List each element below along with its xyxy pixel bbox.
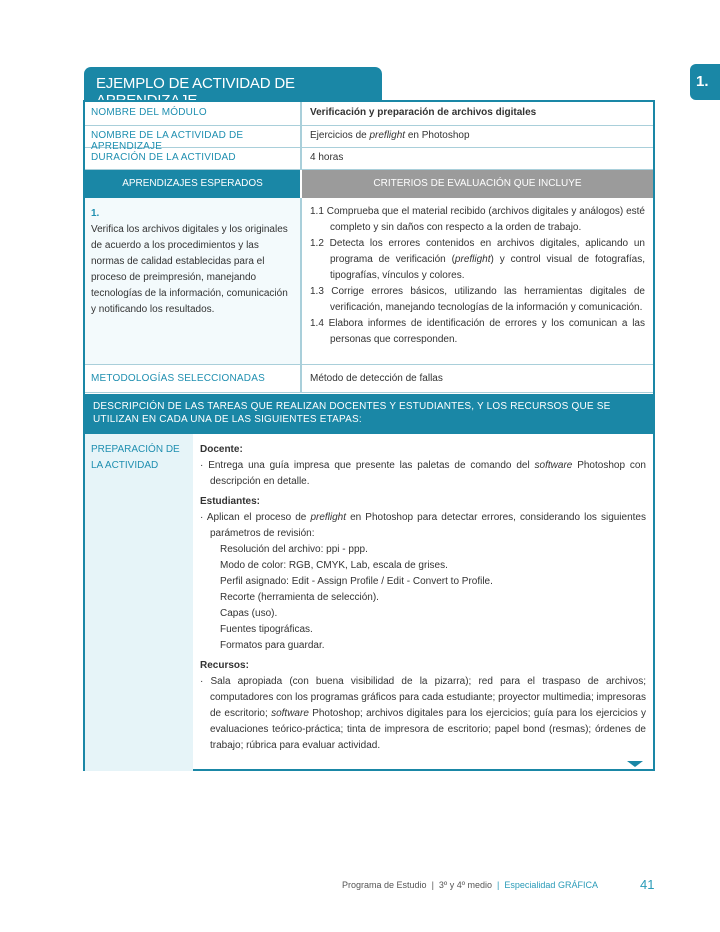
param-item: Perfil asignado: Edit - Assign Profile / Edit - Convert to Profile. — [220, 576, 493, 587]
footer-separator: | — [497, 880, 500, 890]
methodology-label: METODOLOGÍAS SELECCIONADAS — [85, 365, 302, 392]
methodology-row — [85, 365, 653, 393]
activity-value — [302, 126, 653, 147]
continue-arrow-icon — [627, 761, 643, 767]
teacher-title: Docente: — [200, 444, 243, 455]
activity-table — [83, 100, 655, 771]
text: ) y control visual de fotografías, tipografías, vínculos y colores. — [330, 254, 645, 281]
header-row — [85, 170, 653, 198]
param-item: Modo de color: RGB, CMYK, Lab, escala de grises. — [220, 560, 448, 571]
text: en Photoshop — [405, 130, 470, 141]
preparation-label: PREPARACIÓN DE LA ACTIVIDAD — [85, 434, 193, 771]
duration-value: 4 horas — [310, 152, 344, 163]
text: Aplican el proceso de — [206, 512, 311, 523]
footer-specialty: Especialidad GRÁFICA — [504, 880, 598, 890]
resources-title: Recursos: — [200, 660, 249, 671]
criteria-header: CRITERIOS DE EVALUACIÓN QUE INCLUYE — [302, 170, 653, 198]
text: Photoshop con descripción en detalle. — [210, 460, 646, 487]
param-item: Capas (uso). — [220, 608, 278, 619]
criterion-item — [310, 316, 645, 348]
param-item: Resolución del archivo: ppi - ppp. — [220, 544, 368, 555]
text-italic: preflight — [310, 512, 347, 523]
text-italic: preflight — [369, 130, 406, 141]
text: 1.3 Corrige errores básicos, utilizando las herramientas digitales de verificación, manejando tecnologías de la información y comunicación. — [310, 286, 645, 313]
resources-list: · Sala apropiada (con buena visibilidad de la pizarra); red para el traspaso de archivos; computadores con los programas gráficos para cada estudiante; proyector multimedia; impresoras de escritorio; software Photoshop; archivos digitales para los ejercicios; guía para los ejercicios y evaluaciones teórico-práctica; tinta de impresora de escritorio; papel bond (resmas); órdenes de trabajo; rúbrica para evaluar actividad. — [200, 676, 647, 751]
preparation-content — [193, 434, 653, 771]
learning-row — [85, 198, 653, 365]
preparation-section — [85, 434, 653, 771]
footer-program: Programa de Estudio — [342, 880, 427, 890]
students-title: Estudiantes: — [200, 496, 261, 507]
description-header: DESCRIPCIÓN DE LAS TAREAS QUE REALIZAN DOCENTES Y ESTUDIANTES, Y LOS RECURSOS QUE SE UTILIZAN EN CADA UNA DE LAS SIGUIENTES ETAPAS: — [85, 394, 653, 434]
activity-label: NOMBRE DE LA ACTIVIDAD DE APRENDIZAJE — [85, 126, 302, 147]
text: 1.1 Comprueba que el material recibido (archivos digitales y análogos) esté completo y sin daños con respecto a la orden de trabajo. — [310, 206, 645, 233]
module-row — [85, 102, 653, 126]
learning-text: Verifica los archivos digitales y los originales de acuerdo a los procedimientos y las normas de calidad establecidas para el proceso de preimpresión, manejando tecnologías de la información, comunicación y notificando los resultados. — [91, 224, 288, 315]
activity-row — [85, 126, 653, 152]
section-title-tab: EJEMPLO DE ACTIVIDAD DE APRENDIZAJE — [84, 67, 382, 101]
page-number: 41 — [640, 877, 655, 892]
text: en Photoshop para detectar errores, considerando los siguientes parámetros de revisión: — [210, 512, 646, 539]
criterion-item — [310, 236, 645, 284]
param-item: Recorte (herramienta de selección). — [220, 592, 379, 603]
criteria-list — [302, 198, 653, 364]
learning-outcome — [85, 198, 302, 364]
criterion-item — [310, 204, 645, 236]
text-italic: preflight — [454, 254, 491, 265]
footer-grade: 3º y 4º medio — [438, 880, 493, 890]
duration-row — [85, 148, 653, 170]
page-footer — [342, 880, 598, 890]
text: Entrega una guía impresa que presente las paletas de comando del — [208, 460, 535, 471]
module-value: Verificación y preparación de archivos digitales — [310, 107, 537, 118]
criterion-item — [310, 284, 645, 316]
duration-label: DURACIÓN DE LA ACTIVIDAD — [85, 148, 302, 169]
module-label: NOMBRE DEL MÓDULO — [85, 102, 302, 125]
text: 1.4 Elabora informes de identificación de errores y los comunican a las personas que corresponden. — [310, 318, 645, 345]
footer-separator: | — [431, 880, 434, 890]
text: 1.2 Detecta los errores contenidos en archivos digitales, aplicando un programa de verificación ( — [310, 238, 645, 265]
learning-header: APRENDIZAJES ESPERADOS — [85, 170, 302, 198]
text: Ejercicios de — [310, 130, 370, 141]
text: Sala apropiada (con buena visibilidad de la pizarra); red para el traspaso de archivos; computadores con los programas gráficos para cada estudiante; proyector multimedia; impresoras de escritorio; — [210, 676, 647, 719]
learning-number: 1. — [91, 208, 100, 219]
students-task: · Aplican el proceso de preflight en Photoshop para detectar errores, considerando los siguientes parámetros de revisión: — [200, 512, 646, 539]
param-item: Formatos para guardar. — [220, 640, 325, 651]
text: Photoshop; archivos digitales para los ejercicios; guía para los ejercicios y evaluaciones teórico-práctica; tinta de impresora de escritorio; papel bond (resmas); órdenes de trabajo; rúbrica para evaluar actividad. — [210, 708, 647, 751]
chapter-tab: 1. — [690, 64, 720, 100]
text-italic: software — [534, 460, 573, 471]
text-italic: software — [271, 708, 309, 719]
methodology-value: Método de detección de fallas — [310, 373, 443, 384]
teacher-task: · Entrega una guía impresa que presente las paletas de comando del software Photoshop con descripción en detalle. — [200, 460, 646, 487]
param-item: Fuentes tipográficas. — [220, 624, 313, 635]
